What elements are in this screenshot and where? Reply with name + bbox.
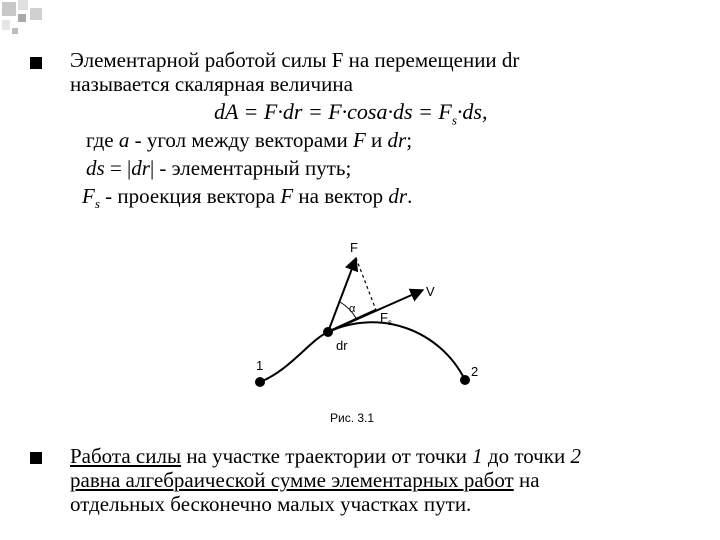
formula: dA = $F\cdot dr = F\cdot\cos a\cdot ds = F_s\cdot ds$, — [214, 99, 488, 128]
label-dr: dr — [336, 338, 348, 353]
label-1: 1 — [256, 358, 264, 373]
para2-line3: отдельных бесконечно малых участках пути. — [70, 492, 472, 516]
para1-line6: $F_s$ - проекция вектора F на вектор dr. — [82, 184, 413, 212]
projection-line — [356, 258, 376, 310]
figure-caption: Рис. 3.1 — [330, 411, 375, 425]
label-2: 2 — [471, 364, 479, 379]
label-F: F — [350, 240, 358, 255]
point-1 — [255, 377, 265, 387]
label-alpha: α — [349, 303, 356, 315]
label-V: V — [426, 284, 435, 299]
corner-decoration — [0, 0, 60, 40]
bullet-icon — [30, 452, 42, 464]
label-Fs: $F_s$ — [380, 310, 392, 327]
para2-line1: Работа силы на участке траектории от точки 1 до точки 2 — [70, 444, 581, 468]
para2-line2: равна алгебраической сумме элементарных работ на — [70, 468, 540, 492]
point-2 — [460, 375, 470, 385]
figure-diagram — [240, 230, 520, 430]
trajectory-curve — [260, 322, 465, 382]
para1-line2: называется скалярная величина — [70, 72, 353, 96]
para1-line5: ds = |dr| - элементарный путь; — [86, 156, 352, 180]
para1-line4: где a - угол между векторами F и dr; — [86, 128, 413, 152]
para1-line1: Элементарной работой силы F на перемещении dr — [70, 48, 520, 72]
bullet-icon — [30, 57, 42, 69]
